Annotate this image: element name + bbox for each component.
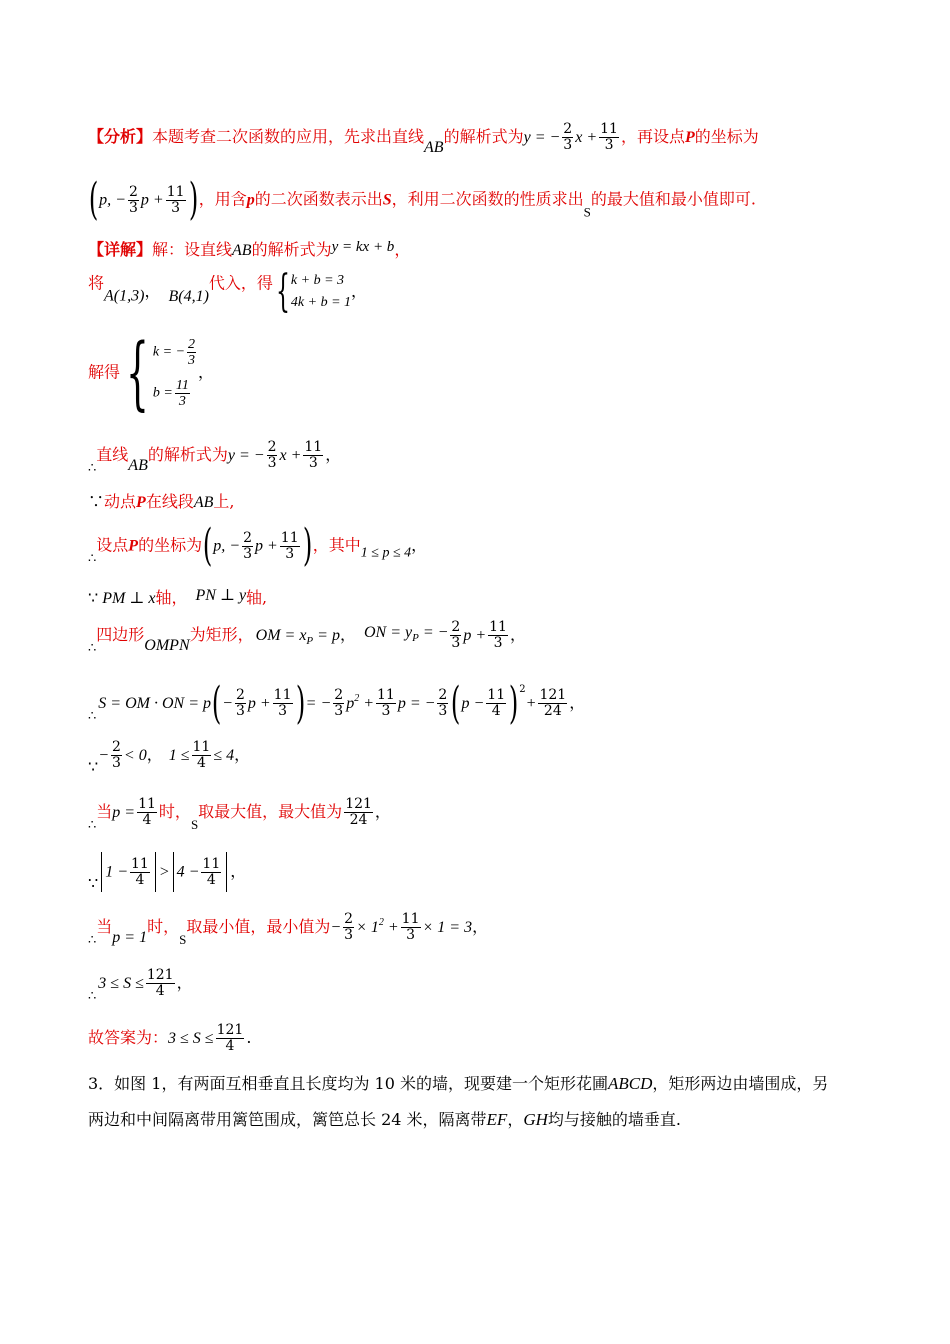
text: 直线 bbox=[96, 445, 129, 464]
text: 轴， bbox=[155, 588, 188, 607]
text: 当 bbox=[96, 802, 113, 821]
text: 的坐标为 bbox=[138, 535, 203, 555]
math-ef: EF bbox=[486, 1110, 508, 1129]
fraction: $\frac{11}{3}$ bbox=[175, 378, 189, 409]
math-abcd: ABCD bbox=[607, 1074, 653, 1093]
fraction: $\frac{11}{4}$ bbox=[138, 796, 156, 828]
fraction: $\frac{11}{3}$ bbox=[280, 529, 299, 562]
analysis-text: ，再设点 bbox=[620, 127, 685, 146]
range-line: $_\therefore$3 ≤ S ≤ $\frac{121}{4}$ ， bbox=[88, 967, 193, 1004]
analysis-line-2: (p, − $\frac{2}{3}$ p + $\frac{11}{3}$ )，用含p的二次函数表示出S，利用二次函数的性质求出$_S$的最大值和最小值即可. bbox=[88, 174, 756, 225]
question-3-line-2: 两边和中间隔离带用篱笆围成，篱笆总长 24 米，隔离带EF，GH均与接触的墙垂直. bbox=[88, 1110, 681, 1129]
point-b: B(4,1) bbox=[168, 287, 209, 305]
text: 为矩形， bbox=[189, 625, 254, 644]
substitute-line: 将A(1,3)， B(4,1)代入，得{ k + b = 3 4k + b = 1 ， bbox=[88, 266, 368, 317]
moving-point-line: ∵动点P在线段AB上, bbox=[88, 492, 235, 511]
text: 轴, bbox=[246, 588, 268, 607]
math-eq: y = kx + b bbox=[331, 239, 395, 255]
text: 取最小值，最小值为 bbox=[186, 917, 331, 936]
fraction: $\frac{11}{4}$ bbox=[487, 687, 506, 719]
fraction: $\frac{2}{3}$ bbox=[188, 337, 196, 368]
solve-line: 解得{ k = − $\frac{2}{3}$ b = $\frac{11}{3}$ ， bbox=[88, 326, 215, 419]
solution-system: k = − $\frac{2}{3}$ b = $\frac{11}{3}$ bbox=[152, 337, 196, 409]
punct: ， bbox=[394, 240, 411, 259]
text: 的解析式为 bbox=[147, 445, 228, 464]
point-a: A(1,3) bbox=[104, 287, 145, 305]
text: 代入，得 bbox=[208, 273, 273, 293]
analysis-text: ，利用二次函数的性质求出 bbox=[391, 189, 584, 209]
set-p-line: $_\therefore$设点P的坐标为(p, − $\frac{2}{3}$ p + $\frac{11}{3}$ )，其中1 ≤ p ≤ 4， bbox=[88, 520, 428, 571]
math-p: p bbox=[246, 191, 255, 209]
math-gh: GH bbox=[523, 1110, 548, 1129]
equation-system: k + b = 3 4k + b = 1 bbox=[290, 273, 352, 310]
question-text: 两边和中间隔离带用篱笆围成，篱笆总长 24 米，隔离带 bbox=[88, 1110, 487, 1129]
text: ，其中 bbox=[312, 535, 361, 555]
line-ab: $_\therefore$直线AB的解析式为y = − $\frac{2}{3}$ x + $\frac{11}{3}$ ， bbox=[88, 439, 342, 476]
question-3-line-1 bbox=[88, 1074, 828, 1094]
text: 四边形 bbox=[96, 625, 145, 644]
fraction: $\frac{2}{3}$ bbox=[128, 183, 138, 216]
math-x: x + bbox=[575, 129, 598, 146]
analysis-text: 的坐标为 bbox=[694, 127, 759, 146]
text: 取最大值，最大值为 bbox=[198, 802, 343, 821]
fraction: $\frac{121}{24}$ bbox=[539, 687, 567, 719]
text: 时， bbox=[158, 802, 191, 821]
fraction: $\frac{11}{4}$ bbox=[202, 855, 221, 888]
answer-line: 故答案为：3 ≤ S ≤ $\frac{121}{4}$ . bbox=[88, 1022, 252, 1054]
detail-text: 的解析式为 bbox=[251, 240, 332, 259]
fraction: $\frac{11}{3}$ bbox=[489, 619, 507, 651]
text: 当 bbox=[96, 917, 113, 936]
question-text: ，矩形两边由墙围成，另 bbox=[652, 1074, 829, 1093]
detail-tag: 【详解】 bbox=[88, 240, 153, 259]
fraction: $\frac{11}{3}$ bbox=[304, 439, 323, 471]
negative-coef-line: ∵− $\frac{2}{3}$ < 0， 1 ≤ $\frac{11}{4}$ ≤ 4， bbox=[88, 739, 251, 776]
fraction: $\frac{121}{4}$ bbox=[216, 1022, 244, 1054]
fraction: $\frac{2}{3}$ bbox=[438, 687, 448, 719]
fraction: $\frac{11}{4}$ bbox=[130, 855, 149, 888]
text: 将 bbox=[88, 273, 105, 293]
absolute-line: ∵1 − $\frac{11}{4}$ > 4 − $\frac{11}{4}$ ， bbox=[88, 852, 246, 894]
analysis-text: 的二次函数表示出 bbox=[254, 189, 383, 209]
fraction: $\frac{2}{3}$ bbox=[267, 439, 277, 471]
fraction: $\frac{11}{4}$ bbox=[192, 739, 211, 771]
analysis-text: 本题考查二次函数的应用，先求出直线 bbox=[152, 127, 425, 146]
fraction: $\frac{2}{3}$ bbox=[344, 911, 354, 943]
fraction: $\frac{11}{3}$ bbox=[273, 687, 292, 719]
question-text: 3．如图 1，有两面互相垂直且长度均为 10 米的墙，现要建一个矩形花圃 bbox=[88, 1074, 608, 1093]
rectangle-line: $_\therefore$四边形OMPN为矩形， OM = $x_P = p$， ON = $y_P$ = − $\frac{2}{3}$ p + $\frac{11}{3}$ ， bbox=[88, 619, 526, 656]
answer-label: 故答案为： bbox=[88, 1028, 169, 1047]
math-p: P bbox=[684, 129, 695, 146]
text: 动点 bbox=[104, 492, 137, 511]
perpendicular-line: ∵ PM ⊥ x轴， PN ⊥ y轴, bbox=[88, 587, 268, 607]
text: 解得 bbox=[88, 362, 121, 382]
fraction: $\frac{11}{3}$ bbox=[600, 121, 618, 153]
detail-text: 解：设直线 bbox=[152, 240, 233, 259]
fraction: $\frac{2}{3}$ bbox=[243, 529, 252, 562]
fraction: $\frac{11}{3}$ bbox=[376, 687, 395, 719]
detail-line bbox=[88, 237, 410, 261]
math-y: y = − bbox=[523, 129, 561, 146]
s-equation-line: $_\therefore$S = OM · ON = p(− $\frac{2}{3}$ p + $\frac{11}{3}$ )= − $\frac{2}{3}$ $p^2$ + $\frac{11}{3}$ p = − $\frac{2}{3}$ (p − $\frac{11}{4}$ )$^2$+ $\frac{121}{24}$ ， bbox=[88, 677, 586, 729]
analysis-text: 的解析式为 bbox=[443, 127, 524, 146]
analysis-tag: 【分析】 bbox=[88, 127, 153, 146]
math-coord: p + bbox=[140, 191, 164, 209]
text: 设点 bbox=[96, 535, 129, 555]
math-coord: p, − bbox=[99, 191, 126, 209]
math-ab: AB bbox=[232, 242, 252, 259]
maximum-line: $_\therefore$当p = $\frac{11}{4}$ 时，$_S$取最大值，最大值为 $\frac{121}{24}$ ， bbox=[88, 796, 391, 833]
text: 时， bbox=[147, 917, 180, 936]
fraction: $\frac{121}{4}$ bbox=[146, 967, 174, 999]
fraction: $\frac{2}{3}$ bbox=[563, 121, 573, 153]
fraction: $\frac{121}{24}$ bbox=[345, 796, 372, 828]
text: 在线段 bbox=[145, 492, 194, 511]
math-s-small: S bbox=[583, 204, 591, 220]
analysis-text: ，用含 bbox=[198, 189, 247, 209]
text: 上, bbox=[213, 492, 235, 511]
fraction: $\frac{2}{3}$ bbox=[451, 619, 461, 651]
fraction: $\frac{11}{3}$ bbox=[401, 911, 420, 943]
question-text: 均与接触的墙垂直. bbox=[547, 1110, 681, 1129]
fraction: $\frac{2}{3}$ bbox=[235, 687, 245, 719]
fraction: $\frac{11}{3}$ bbox=[166, 183, 185, 216]
math-ab: AB bbox=[424, 139, 444, 156]
math-s: S bbox=[382, 191, 392, 209]
minimum-line: $_\therefore$当p = 1时，$_S$取最小值，最小值为− $\frac{2}{3}$ × $1^2$ + $\frac{11}{3}$ × 1 = 3， bbox=[88, 911, 489, 948]
fraction: $\frac{2}{3}$ bbox=[111, 739, 121, 771]
analysis-text: 的最大值和最小值即可. bbox=[590, 189, 756, 209]
analysis-line-1 bbox=[88, 122, 759, 158]
fraction: $\frac{2}{3}$ bbox=[334, 687, 344, 719]
